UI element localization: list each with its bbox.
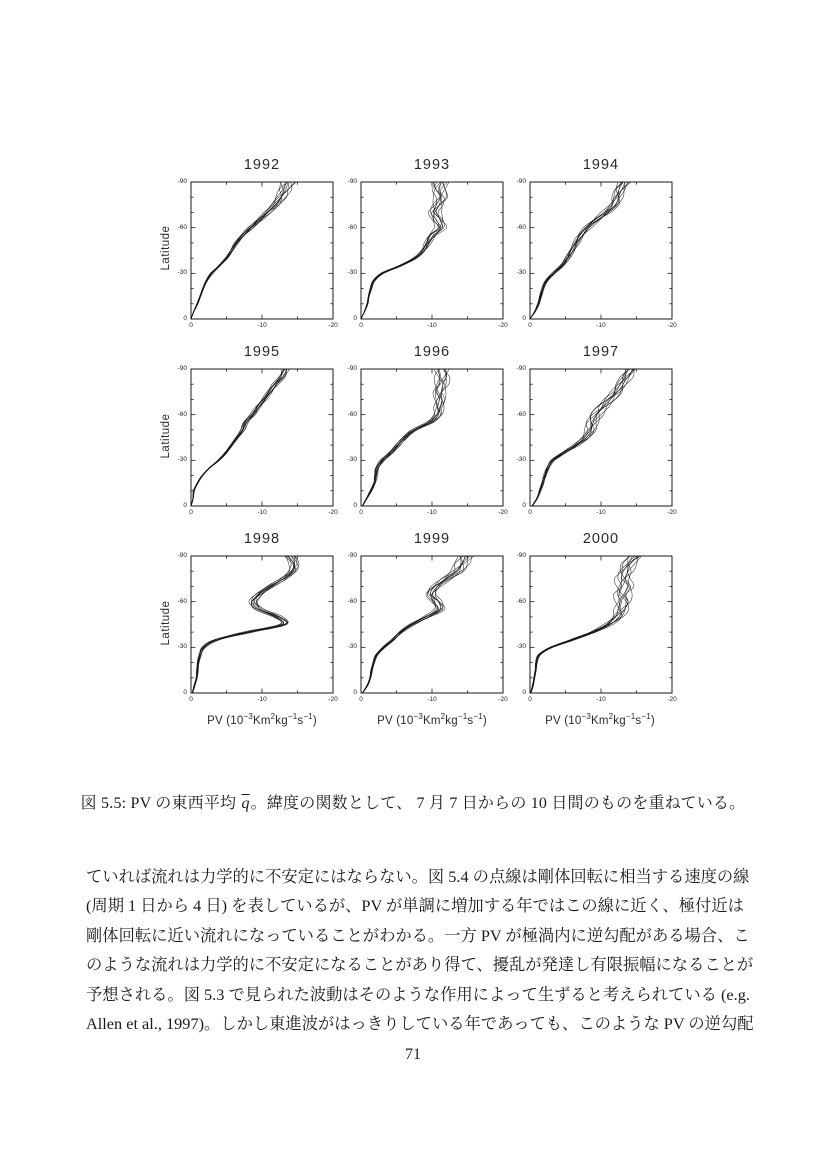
pv-profile-curves xyxy=(362,369,450,506)
x-axis-unit-label-col3 xyxy=(515,712,685,727)
subplot-2000 xyxy=(516,531,677,703)
axis-ticks xyxy=(530,369,672,506)
x-axis-unit-label-col2 xyxy=(347,712,517,727)
y-tick-label: -90 xyxy=(177,178,187,185)
subplot-title: 1999 xyxy=(413,531,451,547)
pv-profile-curves xyxy=(191,369,290,506)
x-tick-label: 0 xyxy=(189,322,193,329)
y-tick-label: 0 xyxy=(353,689,357,696)
x-tick-label: -10 xyxy=(427,509,437,516)
pv-unit-exponent: −1 xyxy=(473,712,483,721)
subplot-1997 xyxy=(516,344,677,516)
y-tick-label: -90 xyxy=(347,178,357,185)
x-tick-label: 0 xyxy=(359,509,363,516)
y-tick-label: 0 xyxy=(522,502,526,509)
y-tick-label: -60 xyxy=(177,223,187,231)
x-tick-label: -20 xyxy=(328,322,338,329)
y-tick-label: -60 xyxy=(516,223,526,231)
y-tick-label: -30 xyxy=(347,456,357,464)
y-tick-label: -90 xyxy=(516,178,526,185)
pv-unit-text: kg xyxy=(445,714,458,727)
plot-canvas-1999 xyxy=(360,555,504,694)
plot-canvas-1996 xyxy=(360,368,504,507)
y-tick-label: -90 xyxy=(516,552,526,559)
y-tick-label: -30 xyxy=(177,456,187,464)
x-tick-label: -10 xyxy=(596,322,606,329)
x-tick-label: -20 xyxy=(498,509,508,516)
y-tick-label: -90 xyxy=(177,552,187,559)
x-tick-label: -20 xyxy=(328,696,338,703)
x-tick-label: -10 xyxy=(257,322,267,329)
body-line-2: (周期 1 日から 4 日) を表しているが、PV が単調に増加する年ではこの線に近く、極付近は xyxy=(86,896,744,916)
subplot-1994 xyxy=(516,157,677,329)
y-tick-label: -90 xyxy=(177,365,187,372)
pv-unit-exponent: −1 xyxy=(457,712,468,721)
x-tick-label: 0 xyxy=(189,696,193,703)
body-line-6: Allen et al., 1997)。しかし東進波がはっきりしている年であっても、このような PV の逆勾配 xyxy=(86,1014,754,1034)
x-tick-label: -20 xyxy=(667,509,677,516)
pv-profile-curves xyxy=(532,369,635,506)
subplot-title: 2000 xyxy=(582,531,620,547)
caption-qbar-symbol: $\overline{q}$ xyxy=(241,795,250,812)
x-tick-label: 0 xyxy=(528,509,532,516)
pv-profile-curves xyxy=(530,556,641,693)
body-line-5: 予想される。図 5.3 で見られた波動はそのような作用によって生ずると考えられている (e.g. xyxy=(86,984,750,1004)
y-tick-label: 0 xyxy=(522,689,526,696)
pv-unit-exponent: −3 xyxy=(243,712,253,721)
pv-unit-text: ) xyxy=(650,714,655,727)
y-tick-label: -30 xyxy=(516,269,526,277)
subplot-title: 1992 xyxy=(243,157,281,173)
x-tick-label: 0 xyxy=(528,322,532,329)
pv-unit-exponent: −3 xyxy=(413,712,423,721)
subplot-1999 xyxy=(347,531,508,703)
x-tick-label: -10 xyxy=(427,696,437,703)
plot-canvas-1992 xyxy=(190,181,334,320)
pv-unit-text: kg xyxy=(613,714,626,727)
plot-canvas-1993 xyxy=(360,181,504,320)
y-tick-label: 0 xyxy=(183,315,187,322)
x-tick-label: -20 xyxy=(498,322,508,329)
pv-unit-exponent: 2 xyxy=(270,712,276,721)
pv-unit-text: s xyxy=(297,714,304,727)
subplot-title: 1998 xyxy=(243,531,281,547)
figure-caption xyxy=(0,790,826,813)
plot-canvas-1995 xyxy=(190,368,334,507)
x-tick-label: 0 xyxy=(359,322,363,329)
y-axis-label-row3: Latitude xyxy=(160,600,172,646)
axis-ticks xyxy=(361,182,503,319)
subplot-title: 1994 xyxy=(582,157,620,173)
x-tick-label: -20 xyxy=(328,509,338,516)
y-tick-label: -30 xyxy=(347,643,357,651)
y-tick-label: -90 xyxy=(347,552,357,559)
x-tick-label: -20 xyxy=(498,696,508,703)
body-paragraph xyxy=(86,862,754,1038)
pv-profile-curves xyxy=(530,182,631,319)
y-tick-label: -60 xyxy=(516,410,526,418)
caption-prefix: 図 5.5: PV の東西平均 xyxy=(80,795,241,812)
y-tick-label: -30 xyxy=(177,643,187,651)
pv-unit-text: s xyxy=(635,714,642,727)
x-tick-label: -10 xyxy=(596,509,606,516)
pv-unit-text: ) xyxy=(312,714,317,727)
pv-unit-exponent: −1 xyxy=(641,712,651,721)
axis-ticks xyxy=(191,556,333,693)
x-tick-label: -20 xyxy=(667,322,677,329)
pv-unit-text: kg xyxy=(275,714,288,727)
y-tick-label: -60 xyxy=(347,223,357,231)
x-tick-label: -10 xyxy=(257,509,267,516)
axis-ticks xyxy=(361,556,503,693)
pv-unit-exponent: −3 xyxy=(581,712,591,721)
axis-ticks xyxy=(530,556,672,693)
pv-unit-text: Km xyxy=(590,714,609,727)
plot-canvas-1997 xyxy=(529,368,673,507)
subplot-1995 xyxy=(177,344,338,516)
axis-ticks xyxy=(361,369,503,506)
y-tick-label: 0 xyxy=(522,315,526,322)
body-line-4: のような流れは力学的に不安定になることがあり得て、擾乱が発達し有限振幅になることが xyxy=(86,955,754,975)
axis-ticks xyxy=(191,182,333,319)
axis-ticks xyxy=(530,182,672,319)
y-tick-label: -30 xyxy=(177,269,187,277)
y-tick-label: -60 xyxy=(347,410,357,418)
body-line-1: ていれば流れは力学的に不安定にはならない。図 5.4 の点線は剛体回転に相当する速度の線 xyxy=(86,867,750,886)
pv-unit-exponent: −1 xyxy=(625,712,636,721)
pv-profile-curves xyxy=(191,182,296,319)
pv-unit-text: PV (10 xyxy=(207,714,244,727)
y-tick-label: -60 xyxy=(347,597,357,605)
x-tick-label: 0 xyxy=(189,509,193,516)
page-number: 71 xyxy=(405,1046,421,1063)
plot-canvas-2000 xyxy=(529,555,673,694)
subplot-title: 1997 xyxy=(582,344,620,360)
pv-unit-text: s xyxy=(467,714,474,727)
x-tick-label: -10 xyxy=(596,696,606,703)
pv-profile-curves xyxy=(192,556,299,693)
pv-unit-text: PV (10 xyxy=(377,714,414,727)
y-tick-label: 0 xyxy=(353,502,357,509)
y-tick-label: -60 xyxy=(177,597,187,605)
subplot-1992 xyxy=(177,157,338,329)
caption-suffix: 。緯度の関数として、 7 月 7 日からの 10 日間のものを重ねている。 xyxy=(250,795,746,812)
subplot-title: 1995 xyxy=(243,344,281,360)
y-tick-label: 0 xyxy=(183,502,187,509)
y-tick-label: -60 xyxy=(177,410,187,418)
axis-ticks xyxy=(191,369,333,506)
pv-unit-text: Km xyxy=(422,714,441,727)
subplot-1996 xyxy=(347,344,508,516)
y-tick-label: -60 xyxy=(516,597,526,605)
x-axis-unit-label-col1 xyxy=(177,712,347,727)
y-tick-label: -30 xyxy=(516,456,526,464)
y-tick-label: -90 xyxy=(516,365,526,372)
pv-unit-exponent: 2 xyxy=(608,712,614,721)
pv-unit-text: ) xyxy=(482,714,487,727)
body-line-3: 剛体回転に近い流れになっていることがわかる。一方 PV が極渦内に逆勾配がある場合、こ xyxy=(86,925,750,945)
x-tick-label: -10 xyxy=(427,322,437,329)
y-tick-label: 0 xyxy=(353,315,357,322)
pv-profile-curves xyxy=(362,556,474,693)
x-tick-label: 0 xyxy=(528,696,532,703)
pv-unit-text: Km xyxy=(252,714,271,727)
pv-unit-exponent: 2 xyxy=(440,712,446,721)
pv-unit-exponent: −1 xyxy=(287,712,298,721)
y-tick-label: -30 xyxy=(516,643,526,651)
plot-canvas-1998 xyxy=(190,555,334,694)
y-axis-label-row1: Latitude xyxy=(160,225,172,271)
y-tick-label: -30 xyxy=(347,269,357,277)
pv-unit-text: PV (10 xyxy=(545,714,582,727)
x-tick-label: -20 xyxy=(667,696,677,703)
y-tick-label: 0 xyxy=(183,689,187,696)
y-axis-label-row2: Latitude xyxy=(160,413,172,459)
subplot-1993 xyxy=(347,157,508,329)
plot-canvas-1994 xyxy=(529,181,673,320)
pv-unit-exponent: −1 xyxy=(303,712,313,721)
subplot-title: 1993 xyxy=(413,157,451,173)
x-tick-label: -10 xyxy=(257,696,267,703)
pv-profile-curves xyxy=(361,182,449,319)
x-tick-label: 0 xyxy=(359,696,363,703)
subplot-title: 1996 xyxy=(413,344,451,360)
y-tick-label: -90 xyxy=(347,365,357,372)
subplot-1998 xyxy=(177,531,338,703)
